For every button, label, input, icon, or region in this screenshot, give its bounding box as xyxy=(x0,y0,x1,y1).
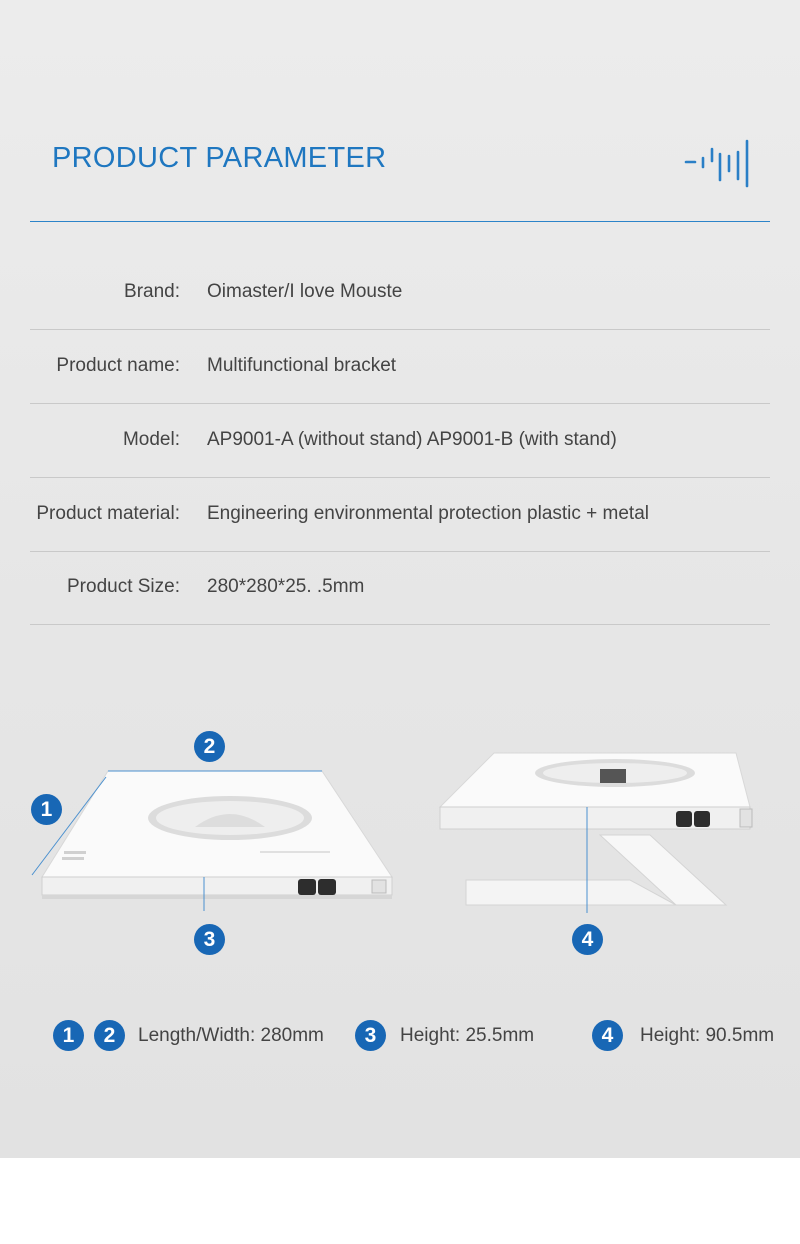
legend-marker-1-icon: 1 xyxy=(53,1020,84,1051)
param-value: AP9001-A (without stand) AP9001-B (with stand) xyxy=(207,429,617,450)
param-value: Engineering environmental protection plastic + metal xyxy=(207,503,650,524)
marker-3-icon: 3 xyxy=(194,924,225,955)
param-label: Brand: xyxy=(124,281,180,302)
spec-length-width: Length/Width: 280mm xyxy=(138,1025,324,1046)
param-row-product-name xyxy=(30,329,770,404)
legend-marker-3-icon: 3 xyxy=(355,1020,386,1051)
param-row-material xyxy=(30,477,770,552)
param-value: 280*280*25. .5mm xyxy=(207,576,365,597)
param-value: Oimaster/I love Mouste xyxy=(207,281,403,302)
page-title: PRODUCT PARAMETER xyxy=(52,142,387,174)
sound-wave-icon xyxy=(684,138,750,190)
param-row-brand xyxy=(30,255,770,330)
param-row-model xyxy=(30,403,770,478)
param-label: Product Size: xyxy=(67,576,180,597)
spec-height-flat: Height: 25.5mm xyxy=(400,1025,535,1046)
bracket-stand-illustration xyxy=(430,745,770,920)
param-label: Product material: xyxy=(36,503,180,524)
param-label: Model: xyxy=(122,429,180,450)
header-divider xyxy=(30,221,770,222)
marker-4-icon: 4 xyxy=(572,924,603,955)
param-label: Product name: xyxy=(56,355,180,376)
param-row-size xyxy=(30,550,770,625)
bracket-flat-illustration xyxy=(20,755,400,915)
spec-height-stand: Height: 90.5mm xyxy=(640,1025,775,1046)
marker-1-icon: 1 xyxy=(31,794,62,825)
legend-marker-2-icon: 2 xyxy=(94,1020,125,1051)
param-value: Multifunctional bracket xyxy=(207,355,397,376)
legend-marker-4-icon: 4 xyxy=(592,1020,623,1051)
marker-2-icon: 2 xyxy=(194,731,225,762)
